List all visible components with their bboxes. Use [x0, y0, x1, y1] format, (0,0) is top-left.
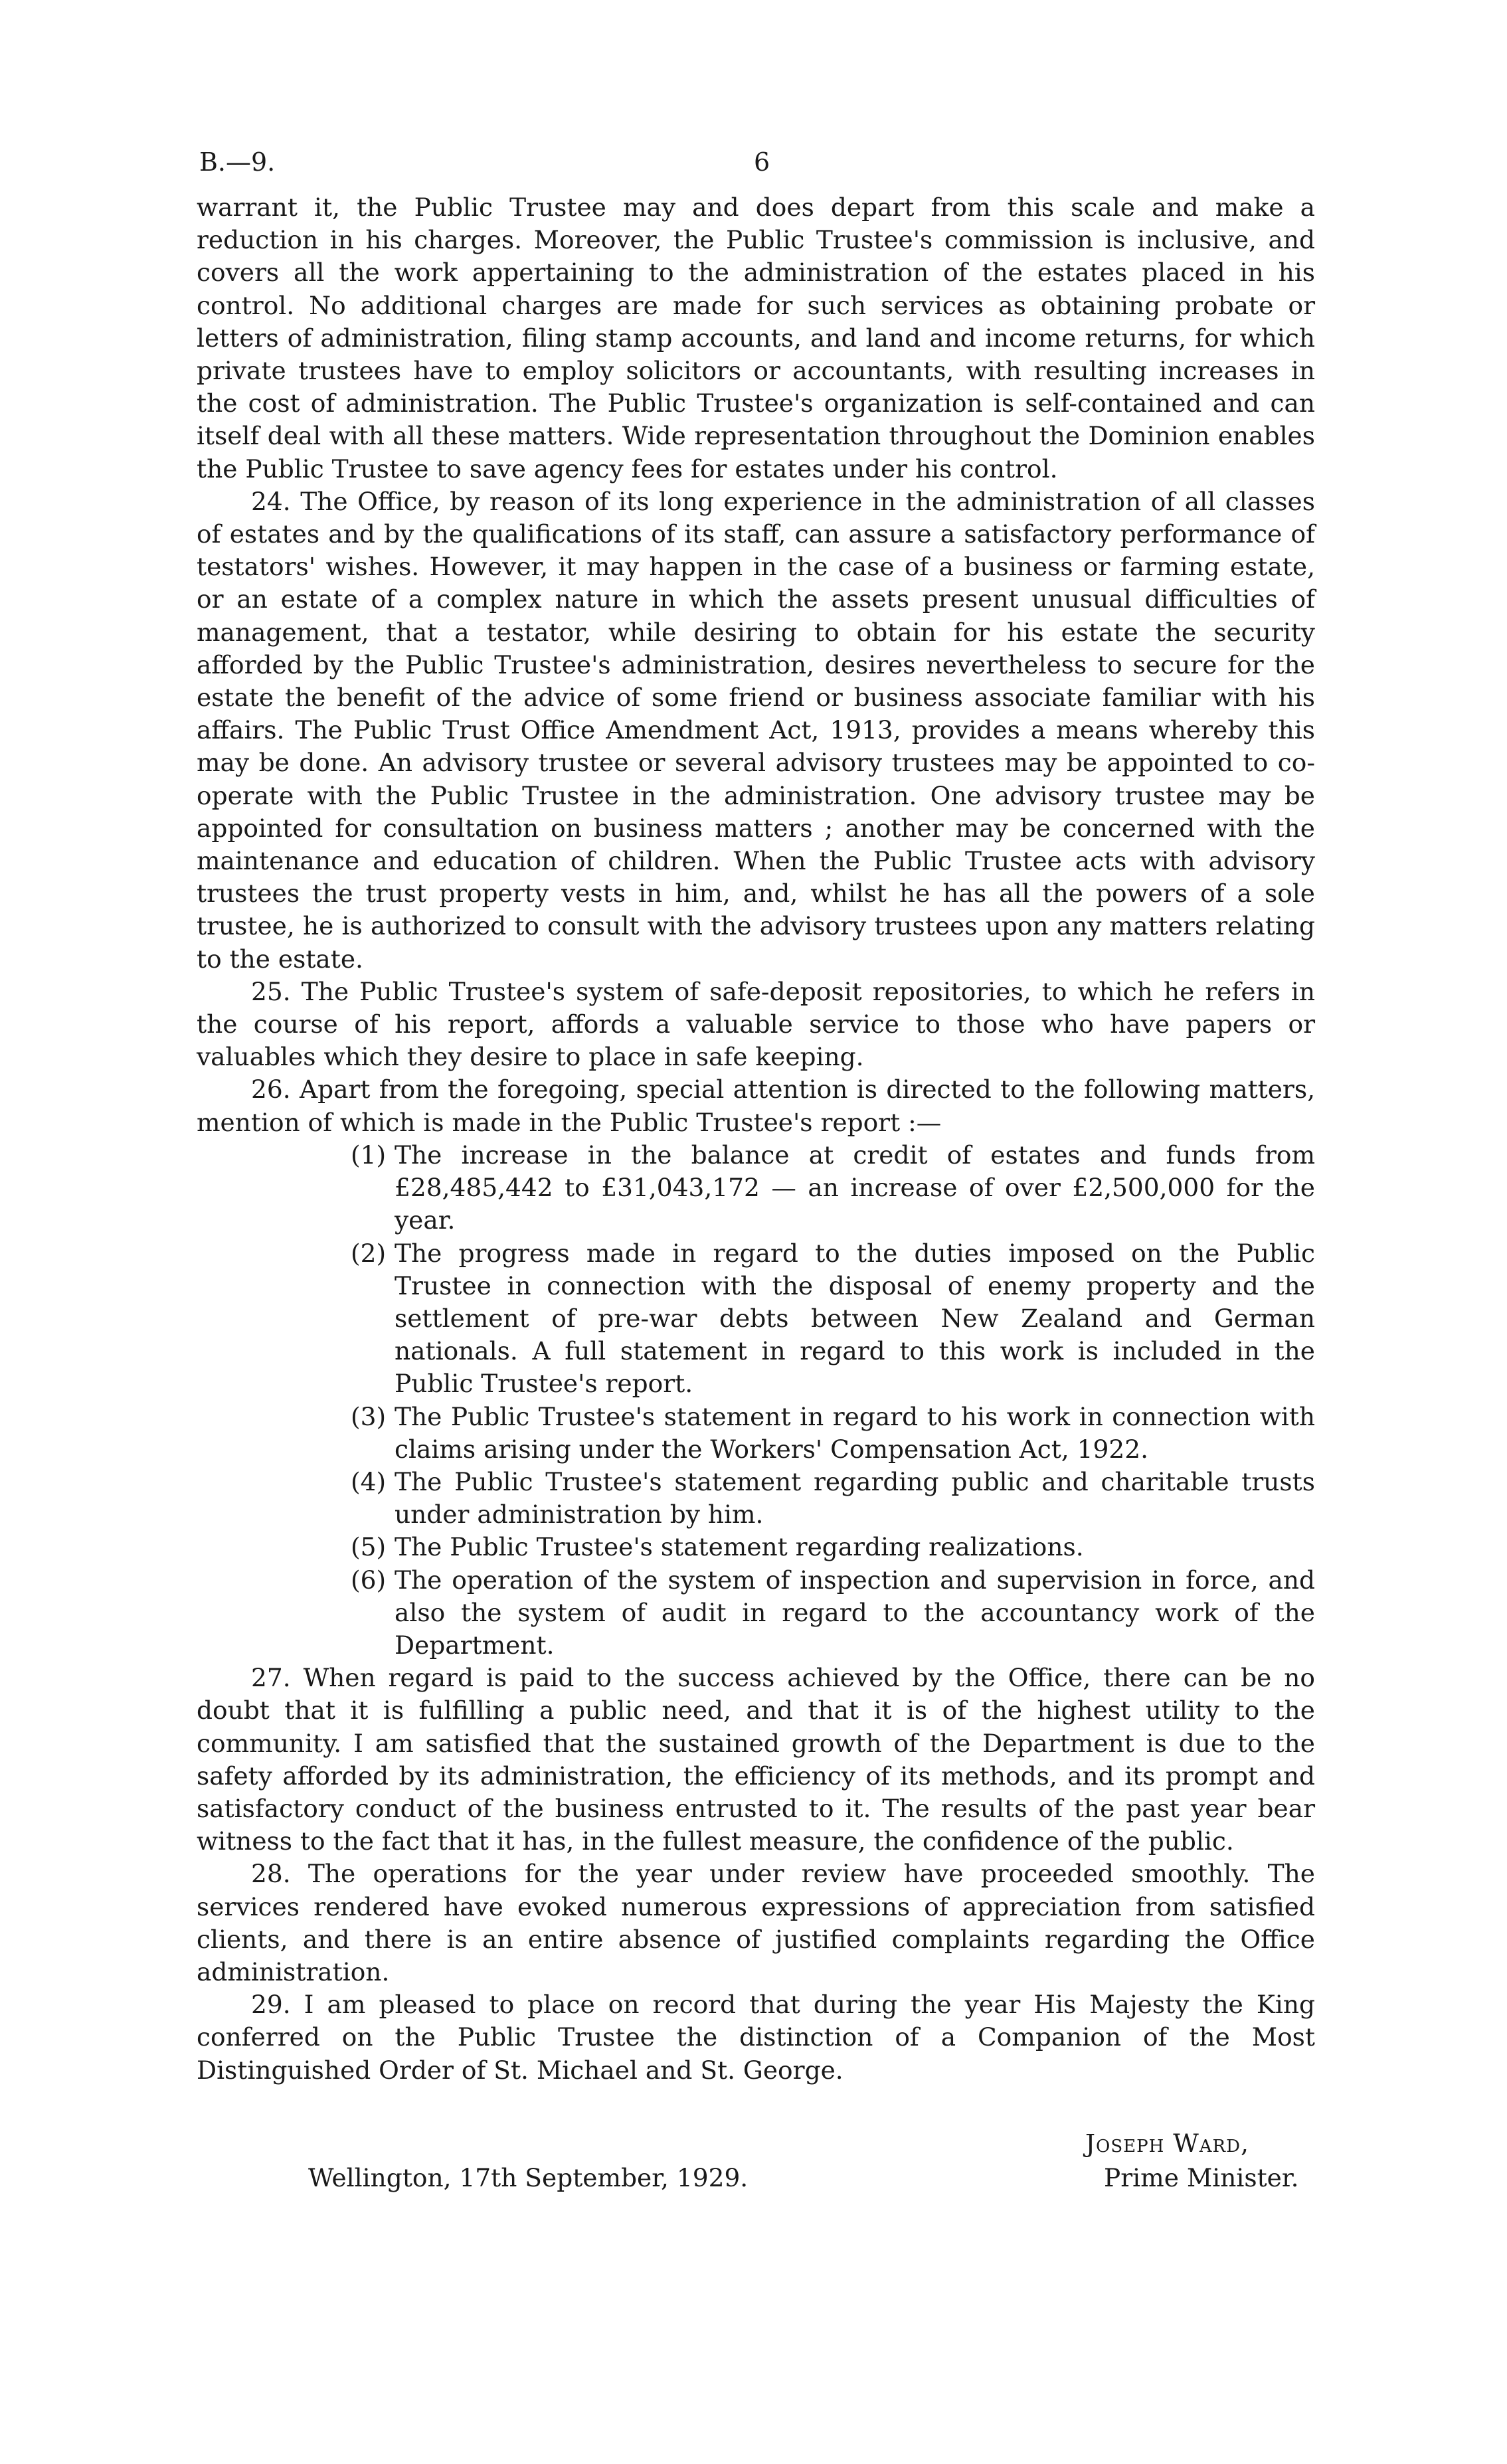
paragraph-29: 29. I am pleased to place on record that during the year His Majesty the King conferred on the Public Trustee the distinction of a Companion of the Most Distinguished Order of St. Michael and St. George. — [197, 1990, 1315, 2085]
list-item — [197, 1139, 1315, 1237]
list-item-number: (5) — [351, 1532, 387, 1562]
list-item-number: (4) — [351, 1466, 387, 1496]
list-item-text: The operation of the system of inspection and supervision in force, and also the system of audit in regard to the accountancy work of the Department. — [395, 1565, 1315, 1660]
paragraph-28: 28. The operations for the year under review have proceeded smoothly. The services rendered have evoked numerous expressions of appreciation from satisfied clients, and there is an entire absence of justified complaints regarding the Office administration. — [197, 1859, 1315, 1986]
signer-title: Prime Minister. — [1104, 2163, 1299, 2192]
paragraph-continuation: warrant it, the Public Trustee may and does depart from this scale and make a reduction in his charges. Moreover, the Public Trustee's commission is inclusive, and covers all the work appertaining to the administration of the estates placed in his control. No additional charges are made for such services as obtaining probate or letters of administration, filing stamp accounts, and land and income returns, for which private trustees have to employ solicitors or accountants, with resulting increases in the cost of administration. The Public Trustee's organization is self-contained and can itself deal with all these matters. Wide representation throughout the Dominion enables the Public Trustee to save agency fees for estates under his control. — [197, 193, 1315, 484]
place-and-date: Wellington, 17th September, 1929. — [308, 2163, 749, 2192]
matters-list — [197, 1139, 1315, 1662]
signer-name: Joseph Ward, — [1085, 2129, 1249, 2158]
page-header — [199, 147, 1315, 187]
list-item — [197, 1237, 1315, 1401]
list-item-number: (3) — [351, 1401, 387, 1431]
paragraph-24: 24. The Office, by reason of its long experience in the administration of all classes of estates and by the qualifications of its staff, can assure a satisfactory performance of testators' wishes. However, it may happen in the case of a business or farming estate, or an estate of a complex nature in which the assets present unusual difficulties of management, that a testator, while desiring to obtain for his estate the security afforded by the Public Trustee's administration, desires nevertheless to secure for the estate the benefit of the advice of some friend or business associate familiar with his affairs. The Public Trust Office Amendment Act, 1913, provides a means whereby this may be done. An advisory trustee or several advisory trustees may be appointed to co-operate with the Public Trustee in the administration. One advisory trustee may be appointed for consultation on business matters ; another may be concerned with the maintenance and education of children. When the Public Trustee acts with advisory trustees the trust property vests in him, and, whilst he has all the powers of a sole trustee, he is authorized to consult with the advisory trustees upon any matters relating to the estate. — [197, 486, 1315, 974]
list-item-text: The Public Trustee's statement regarding realizations. — [395, 1532, 1084, 1562]
list-item — [197, 1401, 1315, 1466]
list-item — [197, 1466, 1315, 1531]
list-item-text: The progress made in regard to the duties imposed on the Public Trustee in connection with the disposal of enemy property and the settlement of pre-war debts between New Zealand and German nationals. A full statement in regard to this work is included in the Public Trustee's report. — [395, 1238, 1315, 1399]
signature-block — [197, 2129, 1315, 2202]
document-reference: B.—9. — [199, 147, 276, 177]
paragraph-25: 25. The Public Trustee's system of safe-deposit repositories, to which he refers in the course of his report, affords a valuable service to those who have papers or valuables which they desire to place in safe keeping. — [197, 976, 1315, 1072]
paragraph-27: 27. When regard is paid to the success achieved by the Office, there can be no doubt that it is fulfilling a public need, and that it is of the highest utility to the community. I am satisfied that the sustained growth of the Department is due to the safety afforded by its administration, the efficiency of its methods, and its prompt and satisfactory conduct of the business entrusted to it. The results of the past year bear witness to the fact that it has, in the fullest measure, the confidence of the public. — [197, 1663, 1315, 1856]
list-item-number: (2) — [351, 1238, 387, 1268]
page-number: 6 — [754, 147, 770, 177]
list-item-number: (1) — [351, 1140, 387, 1170]
list-item-text: The Public Trustee's statement in regard to his work in connection with claims arising under the Workers' Compensation Act, 1922. — [395, 1401, 1315, 1464]
list-item-text: The increase in the balance at credit of estates and funds from £28,485,442 to £31,043,172 — an increase of over £2,500,000 for the year. — [395, 1140, 1315, 1235]
paragraph-26: 26. Apart from the foregoing, special attention is directed to the following matters, mention of which is made in the Public Trustee's report :— — [197, 1075, 1315, 1137]
list-item-text: The Public Trustee's statement regarding public and charitable trusts under administration by him. — [395, 1466, 1315, 1530]
list-item — [197, 1531, 1315, 1563]
list-item — [197, 1564, 1315, 1662]
list-item-number: (6) — [351, 1565, 387, 1595]
document-body — [197, 191, 1315, 2087]
